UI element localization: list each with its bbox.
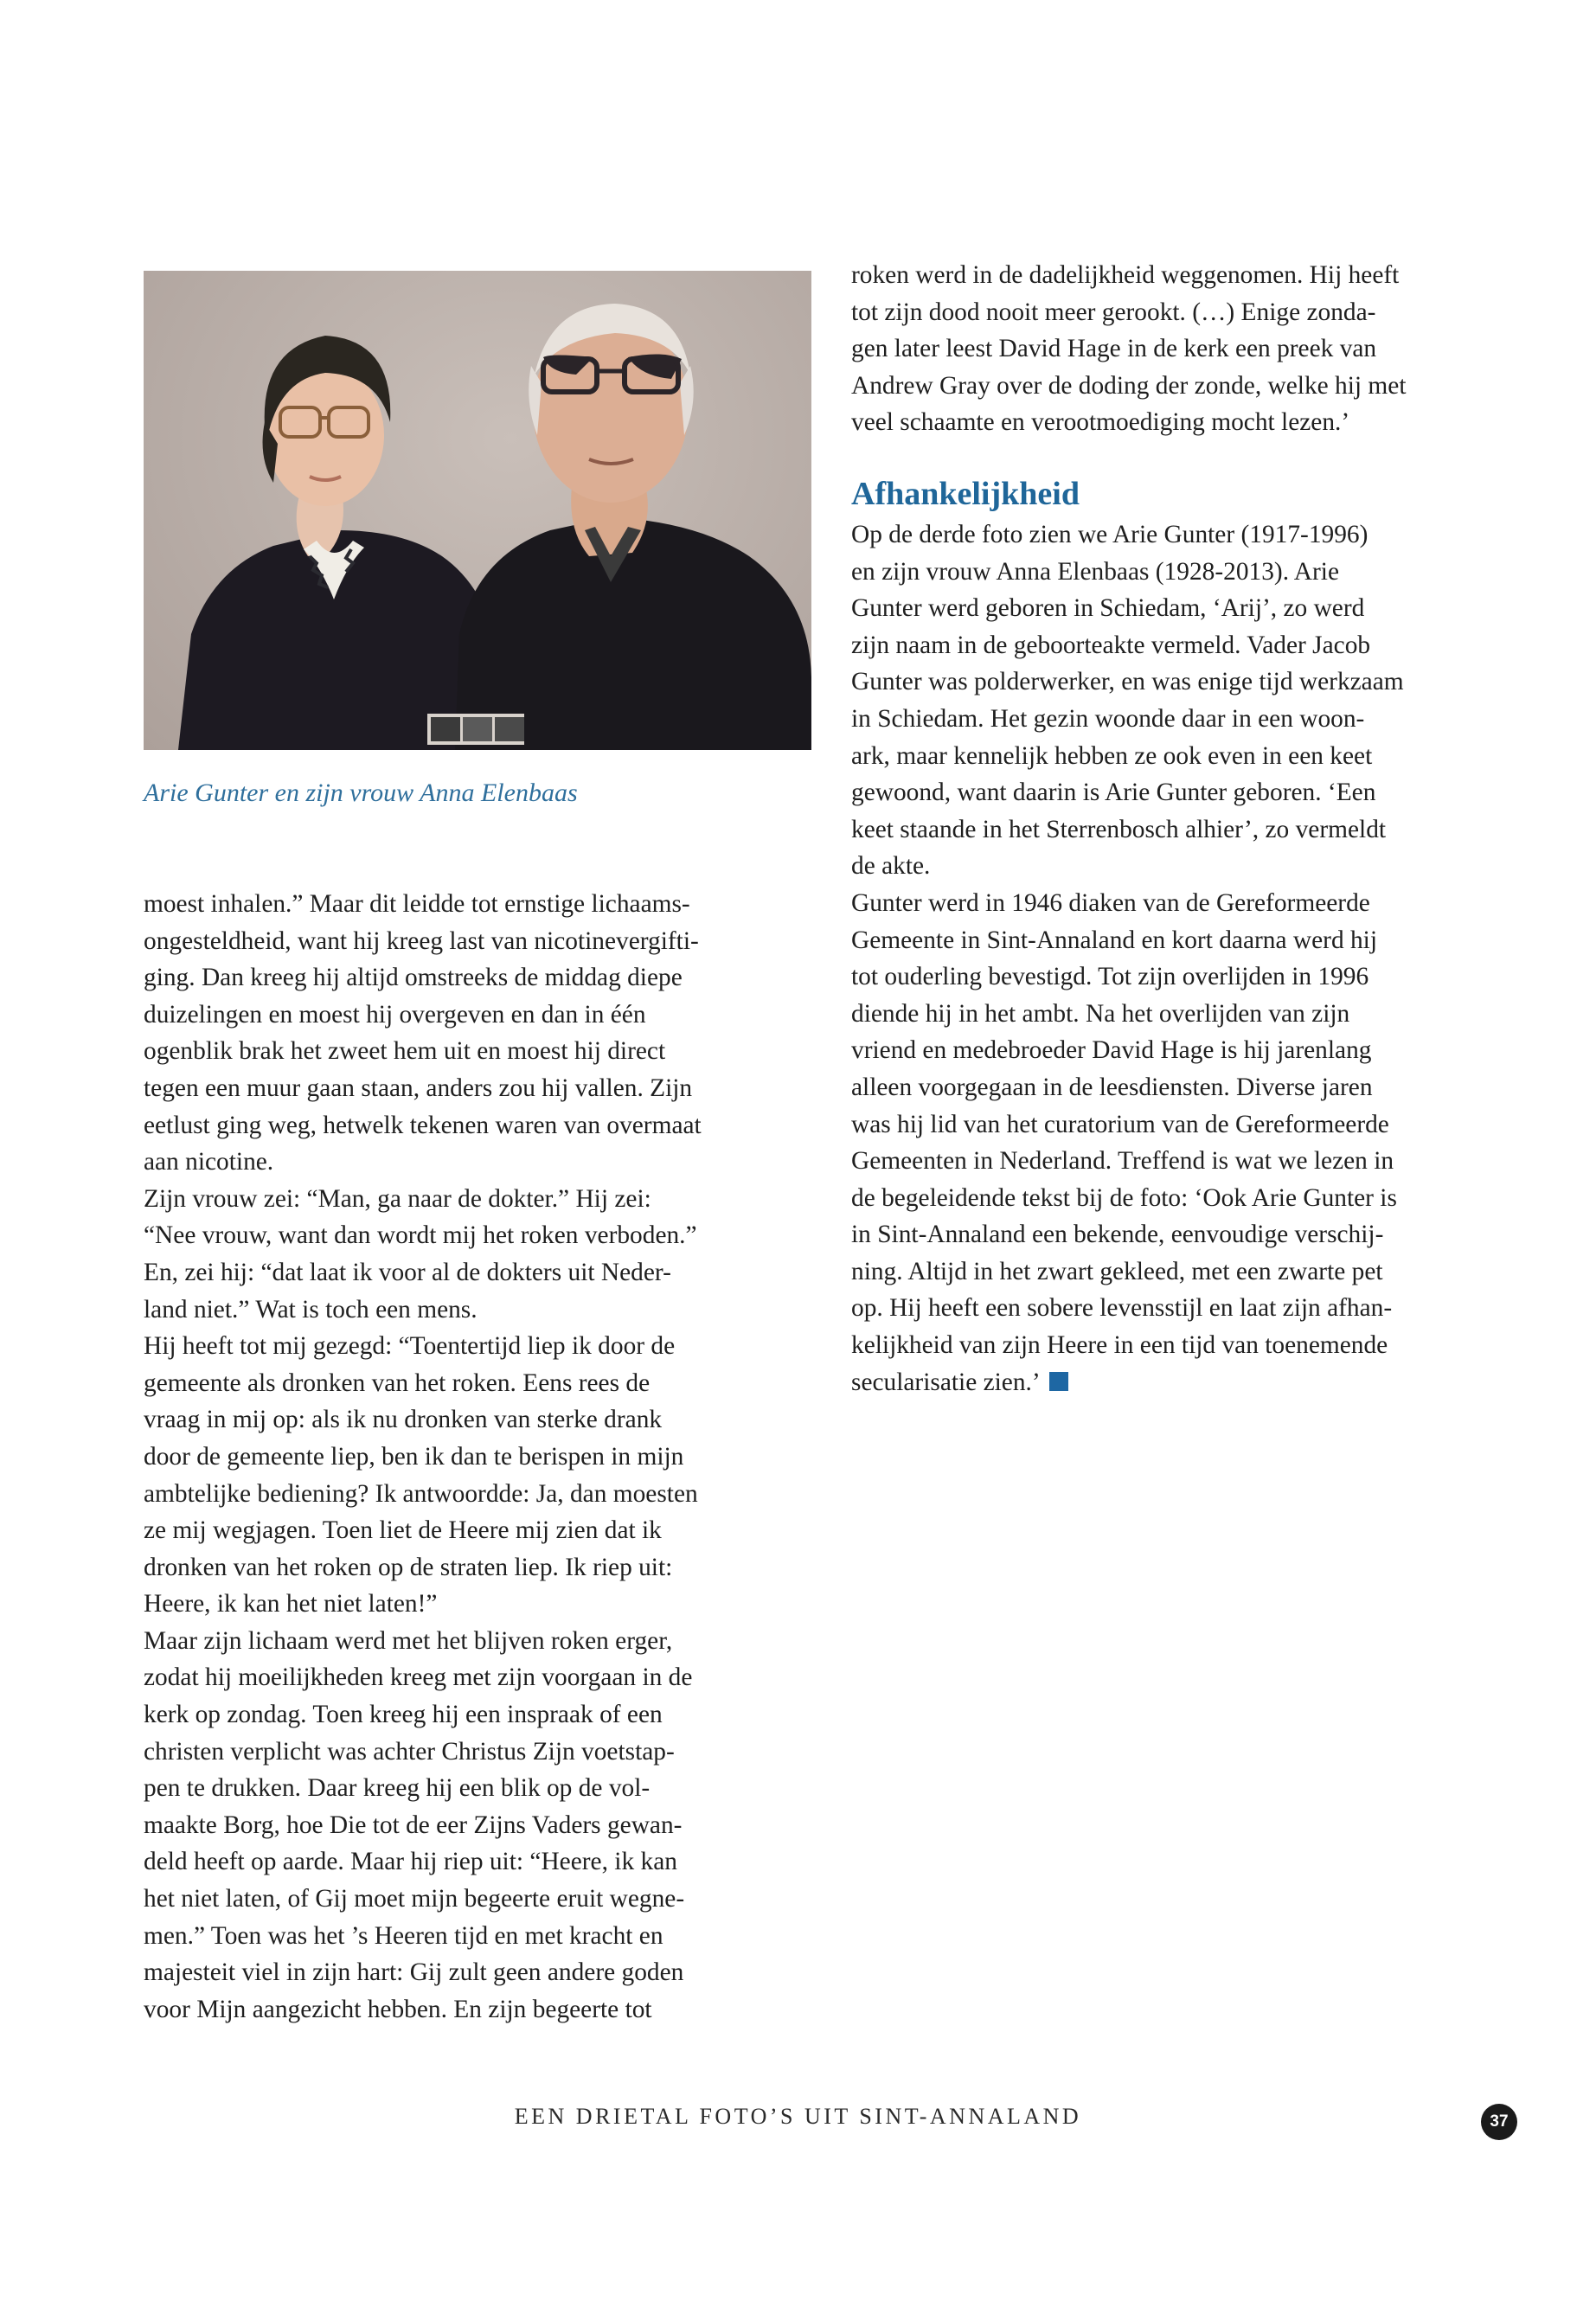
text-line: deld heeft op aarde. Maar hij riep uit: “Heere, ik kan (144, 1848, 677, 1876)
text-line: ning. Altijd in het zwart gekleed, met een zwarte pet (851, 1257, 1383, 1285)
text-line: tegen een muur gaan staan, anders zou hij vallen. Zijn (144, 1074, 693, 1102)
text-line: ogenblik brak het zweet hem uit en moest hij direct (144, 1037, 666, 1066)
right-column-text (851, 257, 1526, 441)
text-line: dronken van het roken op de straten liep. Ik riep uit: (144, 1553, 673, 1581)
text-line: aan nicotine. (144, 1148, 274, 1176)
text-line: Gemeenten in Nederland. Treffend is wat we lezen in (851, 1147, 1394, 1176)
text-line: roken werd in de dadelijkheid weggenomen. Hij heeft (851, 261, 1400, 289)
text-line: ging. Dan kreeg hij altijd omstreeks de middag diepe (144, 964, 683, 992)
text-line: ze mij wegjagen. Toen liet de Heere mij zien dat ik (144, 1516, 662, 1545)
text-line: veel schaamte en verootmoediging mocht lezen.’ (851, 408, 1350, 437)
man-figure (455, 304, 811, 750)
paragraph (144, 1181, 818, 1328)
portrait-illustration (144, 271, 811, 750)
text-line: voor Mijn aangezicht hebben. En zijn begeerte tot (144, 1995, 652, 2023)
text-line: gen later leest David Hage in de kerk een preek van (851, 335, 1377, 363)
photo-caption: Arie Gunter en zijn vrouw Anna Elenbaas (144, 779, 578, 807)
end-of-article-square-icon (1049, 1372, 1068, 1391)
text-line: zijn naam in de geboorteakte vermeld. Vader Jacob (851, 631, 1371, 659)
thumbnail-strip (427, 714, 524, 745)
text-line: land niet.” Wat is toch een mens. (144, 1295, 478, 1324)
text-line: kerk op zondag. Toen kreeg hij een inspraak of een (144, 1701, 663, 1729)
text-line: het niet laten, of Gij moet mijn begeerte eruit wegne- (144, 1885, 685, 1913)
text-line: maakte Borg, hoe Die tot de eer Zijns Vaders gewan- (144, 1811, 683, 1839)
text-line: alleen voorgegaan in de leesdiensten. Diverse jaren (851, 1073, 1373, 1101)
text-line: Gunter was polderwerker, en was enige tijd werkzaam (851, 668, 1404, 696)
text-line: diende hij in het ambt. Na het overlijden van zijn (851, 999, 1350, 1028)
paragraph (144, 1623, 818, 2029)
text-line: kelijkheid van zijn Heere in een tijd van toenemende (851, 1331, 1388, 1360)
text-line: de akte. (851, 852, 931, 881)
text-line: op. Hij heeft een sobere levensstijl en laat zijn afhan- (851, 1294, 1393, 1323)
text-line: ark, maar kennelijk hebben ze ook even in een keet (851, 741, 1373, 770)
text-line: Gemeente in Sint-Annaland en kort daarna werd hij (851, 926, 1378, 954)
text-line: Hij heeft tot mij gezegd: “Toentertijd liep ik door de (144, 1332, 676, 1361)
left-column-text (144, 886, 818, 2028)
running-footer-title: EEN DRIETAL FOTO’S UIT SINT-ANNALAND (514, 2104, 1082, 2129)
text-line: in Sint-Annaland een bekende, eenvoudige verschij- (851, 1221, 1384, 1249)
text-line: Gunter werd in 1946 diaken van de Gereformeerde (851, 888, 1370, 917)
right-column-body (851, 516, 1526, 1400)
text-line: eetlust ging weg, hetwelk tekenen waren van overmaat (144, 1111, 702, 1139)
portrait-photo (144, 271, 811, 750)
text-line: tot ouderling bevestigd. Tot zijn overlijden in 1996 (851, 963, 1369, 991)
text-line: Heere, ik kan het niet laten!” (144, 1590, 438, 1618)
text-line-final: secularisatie zien.’ (851, 1368, 1041, 1396)
text-line: christen verplicht was achter Christus Zijn voetstap- (144, 1737, 675, 1766)
text-line: Gunter werd geboren in Schiedam, ‘Arij’, zo werd (851, 594, 1365, 623)
paragraph (144, 886, 818, 1181)
text-line: “Nee vrouw, want dan wordt mij het roken verboden.” (144, 1221, 697, 1250)
text-line: Zijn vrouw zei: “Man, ga naar de dokter.” Hij zei: (144, 1184, 651, 1213)
text-line: in Schiedam. Het gezin woonde daar in een woon- (851, 704, 1365, 733)
text-line: Op de derde foto zien we Arie Gunter (1917-1996) (851, 521, 1368, 548)
text-line: duizelingen en moest hij overgeven en dan in één (144, 1000, 646, 1029)
text-line: zodat hij moeilijkheden kreeg met zijn voorgaan in de (144, 1663, 693, 1692)
text-line: vraag in mij op: als ik nu dronken van sterke drank (144, 1406, 663, 1434)
paragraph (144, 1328, 818, 1623)
text-line: Andrew Gray over de doding der zonde, welke hij met (851, 371, 1407, 400)
text-line: de begeleidende tekst bij de foto: ‘Ook Arie Gunter is (851, 1183, 1397, 1212)
text-line: ambtelijke bediening? Ik antwoordde: Ja, dan moesten (144, 1479, 698, 1508)
page-number-badge: 37 (1481, 2104, 1517, 2140)
paragraph (851, 885, 1526, 1400)
text-line: Maar zijn lichaam werd met het blijven roken erger, (144, 1626, 673, 1655)
text-line: pen te drukken. Daar kreeg hij een blik op de vol- (144, 1774, 651, 1803)
text-line: gewoond, want daarin is Arie Gunter geboren. ‘Een (851, 779, 1376, 807)
text-line: was hij lid van het curatorium van de Gereformeerde (851, 1110, 1389, 1138)
text-line: tot zijn dood nooit meer gerookt. (…) Enige zonda- (851, 298, 1376, 326)
paragraph (851, 516, 1526, 885)
text-line: men.” Toen was het ’s Heeren tijd en met kracht en (144, 1921, 663, 1950)
text-line: gemeente als dronken van het roken. Eens rees de (144, 1368, 651, 1397)
text-line: vriend en medebroeder David Hage is hij jarenlang (851, 1036, 1372, 1065)
text-line: door de gemeente liep, ben ik dan te berispen in mijn (144, 1442, 684, 1471)
text-line: keet staande in het Sterrenbosch alhier’, zo vermeldt (851, 815, 1387, 843)
text-line: En, zei hij: “dat laat ik voor al de dokters uit Neder- (144, 1258, 671, 1286)
section-heading: Afhankelijkheid (851, 476, 1080, 512)
text-line: en zijn vrouw Anna Elenbaas (1928-2013). Arie (851, 557, 1339, 586)
paragraph (851, 257, 1526, 441)
text-line-last (851, 1364, 1526, 1401)
text-line: majesteit viel in zijn hart: Gij zult geen andere goden (144, 1958, 684, 1987)
text-line: ongesteldheid, want hij kreeg last van nicotinevergifti- (144, 926, 699, 955)
text-line: moest inhalen.” Maar dit leidde tot ernstige lichaams- (144, 890, 690, 918)
